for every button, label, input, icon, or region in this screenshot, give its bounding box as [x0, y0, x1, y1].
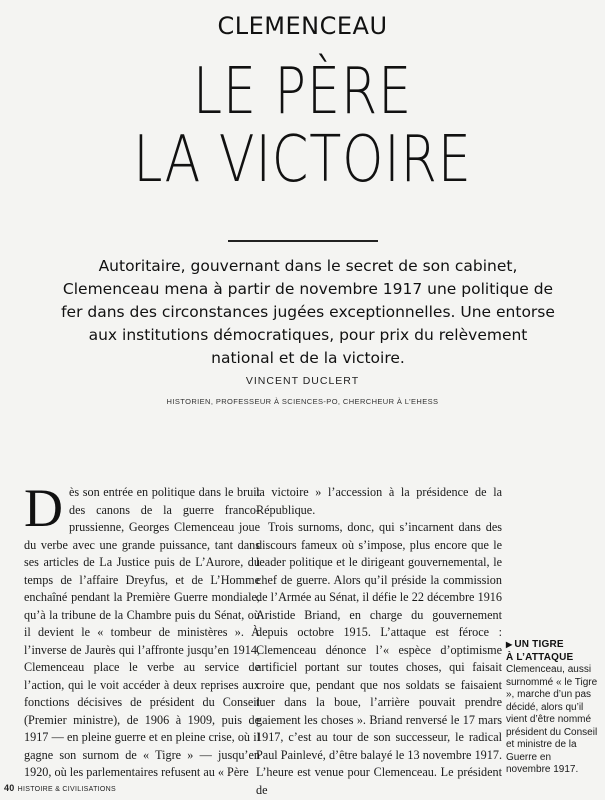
title-line-1: LE PÈRE — [192, 55, 413, 129]
caption-text: Clemenceau, aussi surnommé « le Tigre », marche d’un pas décidé, alors qu’il vient d’être nommé président du Conseil et ministre de la Guerre en novembre 1917. — [506, 664, 598, 775]
page-footer — [4, 783, 116, 793]
body-paragraph: Trois surnoms, donc, qui s’incarnent dans des discours fameux où s’impose, plus encore que le leader politique et le dirigeant gouvernemental, le chef de guerre. Alors qu’il préside la commission de l’Armée au Sénat, il défie le 22 décembre 1916 Aristide Briand, en charge du gouvernement depuis octobre 1915. L’attaque est féroce : Clemenceau dénonce l’« espèce d’optimisme artificiel portant sur toutes choses, qui faisait croire que, pendant que nos soldats se faisaient tuer dans la boue, l’arrière pouvait prendre gaiement les choses ». Briand renversé le 17 mars 1917, c’est au tour de son successeur, le radical Paul Painlevé, d’être balayé le 13 novembre 1917. L’heure est venue pour Clemenceau. Le président de — [256, 520, 502, 797]
article-title — [54, 55, 550, 197]
triangle-marker-icon: ▶ — [506, 640, 513, 649]
body-text-left: ès son entrée en politique dans le bruit des canons de la guerre franco-prussienne, Georges Clemenceau joue du verbe avec une grande puissance, tant dans ses articles de La Justice puis de L’Aurore, du temps de l’affaire Dreyfus, et de L’Homme enchaîné pendant la Première Guerre mondiale, qu’à la tribune de la Chambre puis du Sénat, où il devient le « tombeur de ministères ». À l’inverse de Jaurès qui l’affronte jusqu’en 1914, Clemenceau place le verbe au service de l’action, qui le voit accéder à deux reprises aux fonctions décisives de président du Conseil (Premier ministre), de 1906 à 1909, puis de 1917 — en pleine guerre et en pleine crise, où il gagne son surnom de « Tigre » — jusqu’en 1920, où les parlementaires refusent au « Père — [24, 485, 260, 779]
body-column-right — [256, 484, 502, 799]
caption-heading-line-2: À L’ATTAQUE — [506, 651, 574, 663]
article-kicker: CLEMENCEAU — [217, 12, 388, 40]
author-name: VINCENT DUCLERT — [245, 375, 360, 387]
title-divider — [228, 240, 378, 242]
article-lead: Autoritaire, gouvernant dans le secret de son cabinet, Clemenceau mena à partir de novembre 1917 une politique de fer dans des circonstances jugées exceptionnelles. Une entorse aux institutions démocratiques, pour prix du relèvement national et de la victoire. — [61, 257, 555, 367]
author-role: HISTORIEN, PROFESSEUR À SCIENCES-PO, CHERCHEUR À L’EHESS — [166, 397, 439, 406]
caption-heading-line-1: UN TIGRE — [514, 639, 564, 650]
page-number: 40 — [4, 783, 15, 793]
caption-heading — [506, 639, 598, 664]
body-paragraph — [24, 478, 260, 782]
title-line-2: LA VICTOIRE — [133, 123, 472, 197]
magazine-name: HISTOIRE & CIVILISATIONS — [17, 786, 116, 793]
body-paragraph: la victoire » l’accession à la présidence de la République. — [256, 485, 502, 517]
drop-cap: D — [24, 478, 63, 538]
body-column-left — [24, 478, 260, 782]
photo-caption — [506, 639, 598, 777]
